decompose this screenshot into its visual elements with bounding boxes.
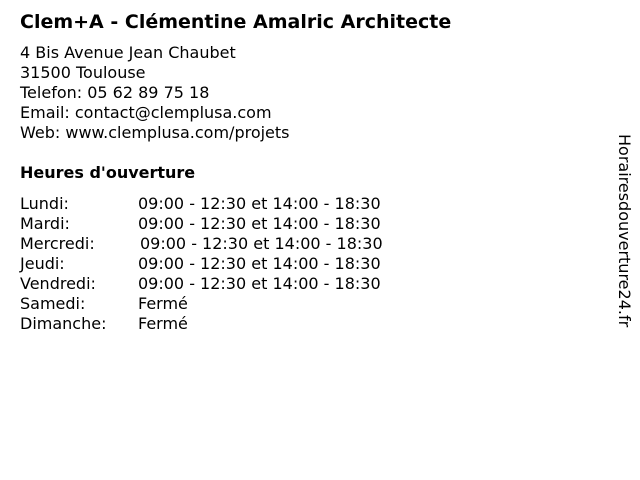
contact-block — [20, 43, 290, 143]
day-hours: 09:00 - 12:30 et 14:00 - 18:30 — [138, 214, 381, 233]
business-name: Clem+A - Clémentine Amalric Architecte — [20, 11, 452, 33]
day-label: Mercredi: — [20, 234, 95, 253]
day-hours: Fermé — [138, 294, 188, 313]
day-label: Samedi: — [20, 294, 86, 313]
address-line-city: 31500 Toulouse — [20, 63, 146, 82]
watermark-text: Horairesdouverture24.fr — [615, 134, 634, 328]
address-line-street: 4 Bis Avenue Jean Chaubet — [20, 43, 236, 62]
day-label: Dimanche: — [20, 314, 107, 333]
day-label: Mardi: — [20, 214, 70, 233]
day-label: Vendredi: — [20, 274, 96, 293]
web-line: Web: www.clemplusa.com/projets — [20, 123, 290, 142]
day-hours: Fermé — [138, 314, 188, 333]
phone-line: Telefon: 05 62 89 75 18 — [20, 83, 210, 102]
day-hours: 09:00 - 12:30 et 14:00 - 18:30 — [138, 254, 381, 273]
site-watermark — [612, 134, 636, 374]
day-label: Jeudi: — [20, 254, 65, 273]
email-line: Email: contact@clemplusa.com — [20, 103, 272, 122]
day-label: Lundi: — [20, 194, 69, 213]
day-hours: 09:00 - 12:30 et 14:00 - 18:30 — [140, 234, 383, 253]
day-hours: 09:00 - 12:30 et 14:00 - 18:30 — [138, 274, 381, 293]
hours-heading: Heures d'ouverture — [20, 163, 196, 182]
day-hours: 09:00 - 12:30 et 14:00 - 18:30 — [138, 194, 381, 213]
